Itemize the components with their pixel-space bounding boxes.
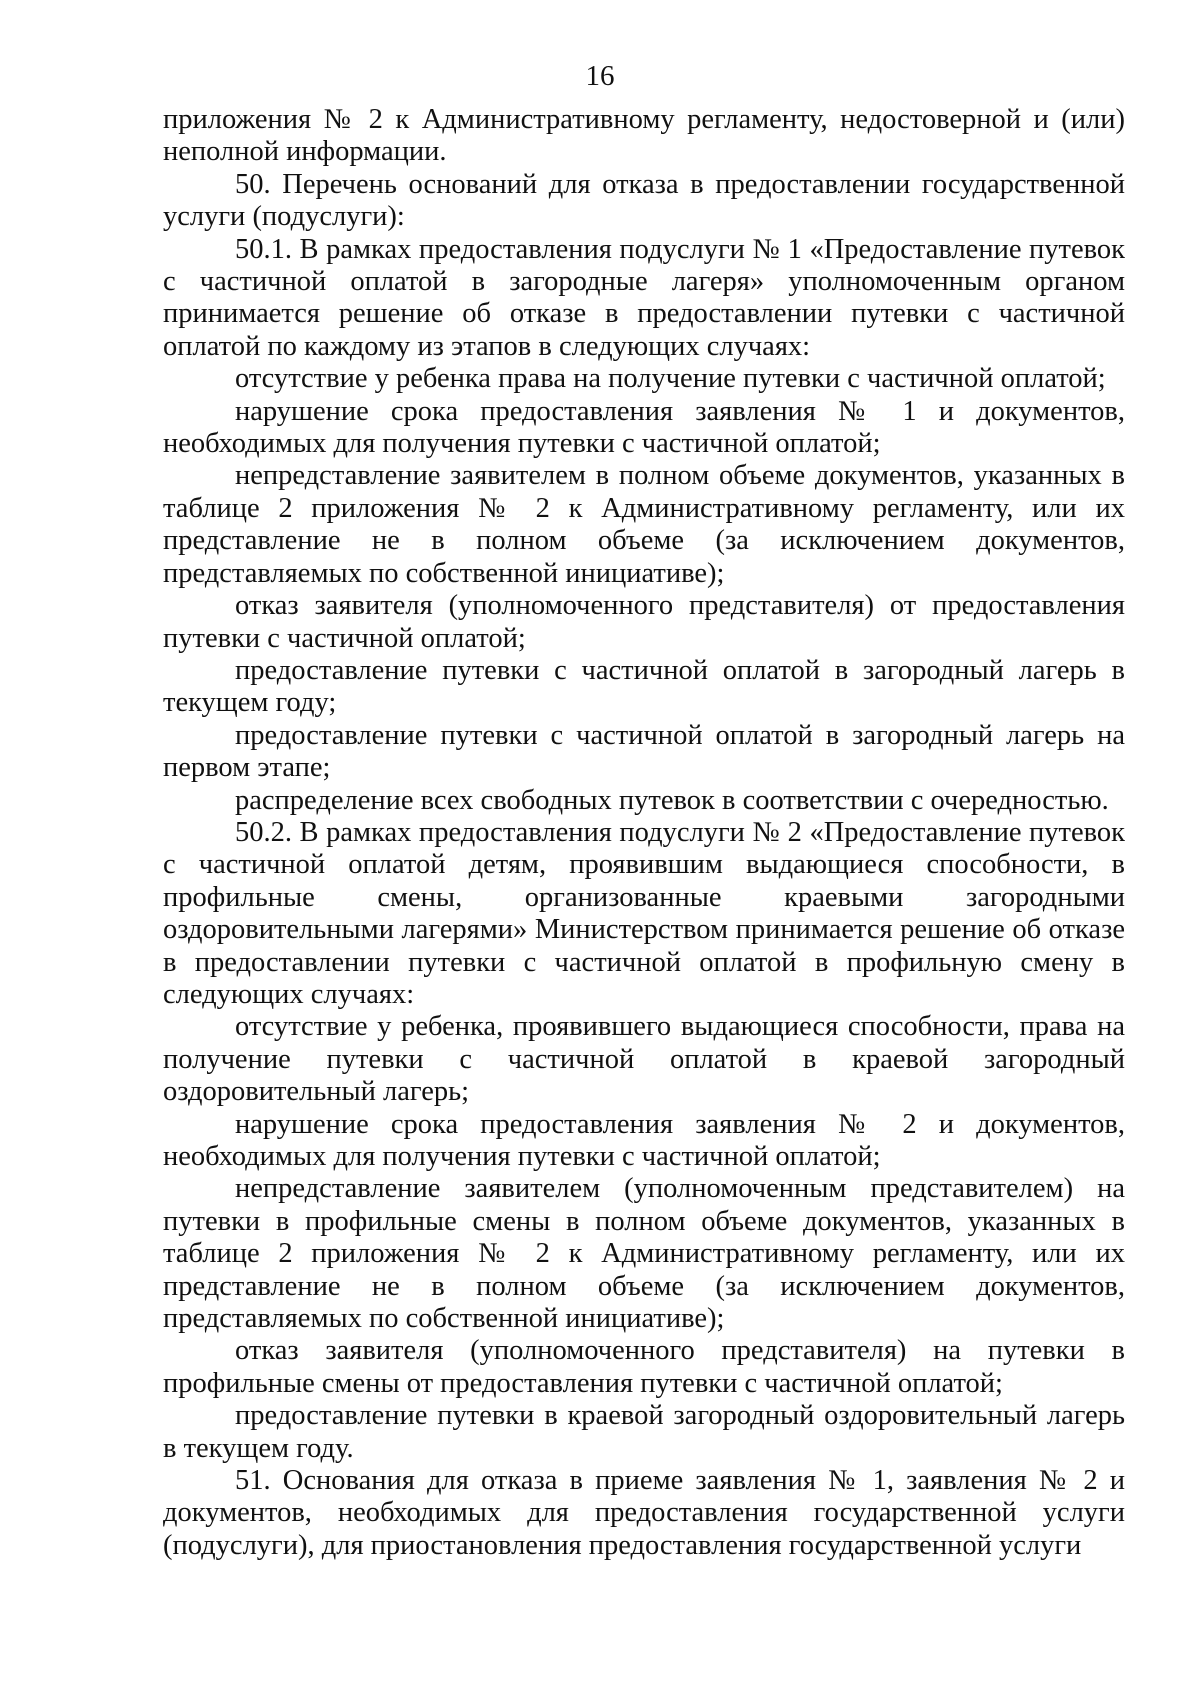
list-item-50-1-b: нарушение срока предоставления заявления № 1 и документов, необходимых для получения путевки с частичной оплатой;	[163, 395, 1125, 460]
paragraph-51: 51. Основания для отказа в приеме заявления № 1, заявления № 2 и документов, необходимых для предоставления государственной услуги (подуслуги), для приостановления предоставления государственной услуги	[163, 1465, 1125, 1561]
document-body	[163, 104, 1125, 1562]
paragraph-50-1: 50.1. В рамках предоставления подуслуги № 1 «Предоставление путевок с частичной оплатой в загородные лагеря» уполномоченным органом принимается решение об отказе в предоставлении путевки с частичной оплатой по каждому из этапов в следующих случаях:	[163, 233, 1125, 362]
paragraph-50: 50. Перечень оснований для отказа в предоставлении государственной услуги (подуслуги):	[163, 168, 1125, 233]
paragraph-continuation: приложения № 2 к Административному регламенту, недостоверной и (или) неполной информации.	[163, 104, 1125, 168]
page-number: 16	[585, 60, 615, 92]
list-item-50-1-f: предоставление путевки с частичной оплатой в загородный лагерь на первом этапе;	[163, 719, 1125, 784]
list-item-50-2-d: отказ заявителя (уполномоченного представителя) на путевки в профильные смены от предоставления путевки с частичной оплатой;	[163, 1335, 1125, 1399]
list-item-50-2-e: предоставление путевки в краевой загородный оздоровительный лагерь в текущем году.	[163, 1400, 1125, 1464]
list-item-50-1-c: непредставление заявителем в полном объеме документов, указанных в таблице 2 приложения № 2 к Административному регламенту, или их представление не в полном объеме (за исключением документов, представляемых по собственной инициативе);	[163, 460, 1125, 589]
list-item-50-2-b: нарушение срока предоставления заявления № 2 и документов, необходимых для получения путевки с частичной оплатой;	[163, 1108, 1125, 1172]
list-item-50-1-g: распределение всех свободных путевок в соответствии с очередностью.	[235, 784, 1109, 816]
list-item-50-1-d: отказ заявителя (уполномоченного представителя) от предоставления путевки с частичной оплатой;	[163, 590, 1125, 654]
list-item-50-1-e: предоставление путевки с частичной оплатой в загородный лагерь в текущем году;	[163, 654, 1125, 719]
paragraph-50-2: 50.2. В рамках предоставления подуслуги № 2 «Предоставление путевок с частичной оплатой детям, проявившим выдающиеся способности, в профильные смены, организованные краевыми загородными оздоровительными лагерями» Министерством принимается решение об отказе в предоставлении путевки с частичной оплатой в профильную смену в следующих случаях:	[163, 816, 1125, 1010]
list-item-50-2-a: отсутствие у ребенка, проявившего выдающиеся способности, права на получение путевки с частичной оплатой в краевой загородный оздоровительный лагерь;	[163, 1011, 1125, 1108]
list-item-50-2-c: непредставление заявителем (уполномоченным представителем) на путевки в профильные смены в полном объеме документов, указанных в таблице 2 приложения № 2 к Административному регламенту, или их представление не в полном объеме (за исключением документов, представляемых по собственной инициативе);	[163, 1173, 1125, 1335]
list-item-50-1-a: отсутствие у ребенка права на получение путевки с частичной оплатой;	[235, 363, 1106, 395]
